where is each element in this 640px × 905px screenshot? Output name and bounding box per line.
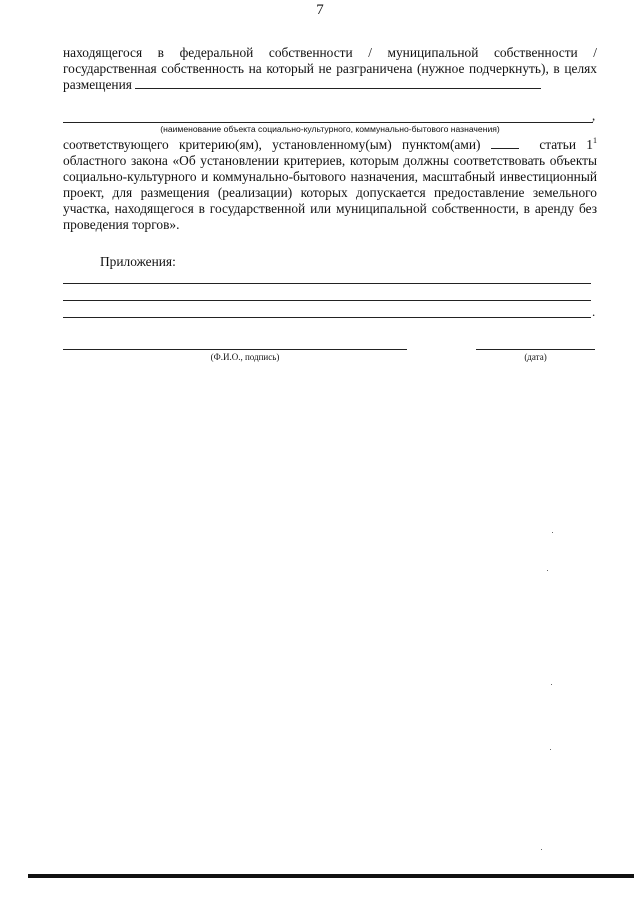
scan-speck — [541, 849, 542, 850]
criteria-text-part3: областного закона «Об установлении критериев, которым должны соответствовать объекты социально-культурного и коммунально-бытового назначения, масштабный инвестиционный проект, для размещения (реализации) которых допускается предоставление земельного участка, находящегося в государственной или муниципальной собственности, в аренду без проведения торгов». — [63, 153, 597, 232]
date-line — [476, 349, 595, 350]
attachment-line-3 — [63, 317, 591, 318]
scan-speck — [551, 684, 552, 685]
scan-speck — [550, 749, 551, 750]
page-bottom-border — [28, 874, 634, 878]
attachment-line-1 — [63, 283, 591, 284]
page-number: 7 — [316, 2, 324, 18]
clause-number-blank — [491, 137, 519, 149]
attachments-label: Приложения: — [100, 254, 176, 269]
object-name-caption: (наименование объекта социально-культурного, коммунально-бытового назначения) — [160, 124, 500, 134]
criteria-text-part1: соответствующего критерию(ям), установленному(ым) пунктом(ами) — [63, 137, 481, 152]
object-name-line — [63, 122, 593, 123]
criteria-text-part2: статьи 1 — [539, 137, 593, 152]
scan-speck — [552, 532, 553, 533]
attachment-end-period: . — [592, 304, 596, 319]
paragraph-ownership — [63, 45, 597, 93]
date-caption: (дата) — [524, 352, 547, 362]
attachment-line-2 — [63, 300, 591, 301]
ownership-text: находящегося в федеральной собственности / муниципальной собственности / государственная собственность на который не разграничена (нужное подчеркнуть), в целях размещения — [63, 45, 597, 92]
article-superscript: 1 — [592, 136, 597, 145]
signature-line — [63, 349, 407, 350]
placement-purpose-blank — [135, 77, 541, 89]
object-name-line-comma: , — [592, 108, 596, 123]
paragraph-criteria — [63, 133, 597, 233]
scan-speck — [547, 570, 548, 571]
signature-caption: (Ф.И.О., подпись) — [210, 352, 280, 362]
